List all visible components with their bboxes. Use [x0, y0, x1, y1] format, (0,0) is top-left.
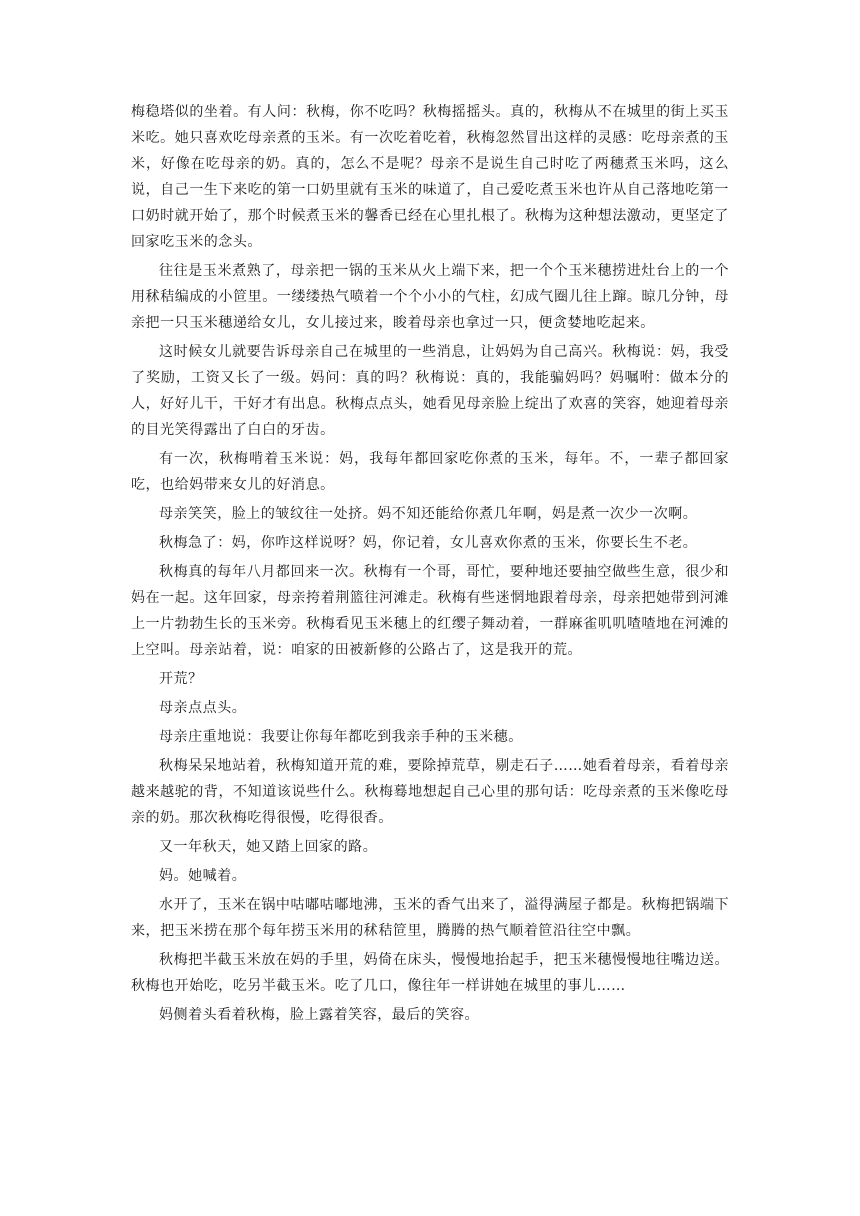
paragraph: 水开了，玉米在锅中咕嘟咕嘟地沸，玉米的香气出来了，溢得满屋子都是。秋梅把锅端下来，把玉米捞在那个每年捞玉米用的秫秸笸里，腾腾的热气顺着笸沿往空中飘。 [131, 897, 729, 939]
paragraph: 开荒？ [159, 671, 203, 687]
paragraph: 这时候女儿就要告诉母亲自己在城里的一些消息，让妈妈为自己高兴。秋梅说：妈，我受了奖励，工资又长了一级。妈问：真的吗？秋梅说：真的，我能骗妈吗？妈嘱咐：做本分的人，好好儿干，干好才有出息。秋梅点点头，她看见母亲脸上绽出了欢喜的笑容，她迎着母亲的目光笑得露出了白白的牙齿。 [131, 344, 729, 438]
paragraph: 往往是玉米煮熟了，母亲把一锅的玉米从火上端下来，把一个个玉米穗捞进灶台上的一个用秫秸编成的小笸里。一缕缕热气喷着一个个小小的气柱，幻成气圈儿往上蹿。晾几分钟，母亲把一只玉米穗递给女儿，女儿接过来，睃着母亲也拿过一只，便贪婪地吃起来。 [131, 263, 729, 331]
paragraph: 秋梅急了：妈，你咋这样说呀？妈，你记着，女儿喜欢你煮的玉米，你要长生不老。 [159, 535, 698, 551]
paragraph: 妈。她喊着。 [159, 868, 247, 884]
paragraph: 秋梅呆呆地站着，秋梅知道开荒的难，要除掉荒草，剔走石子……她看着母亲，看着母亲越来越驼的背，不知道该说些什么。秋梅蓦地想起自己心里的那句话：吃母亲煮的玉米像吃母亲的奶。那次秋梅吃得很慢，吃得很香。 [131, 758, 729, 826]
paragraph: 妈侧着头看着秋梅，脸上露着笑容，最后的笑容。 [159, 1007, 480, 1023]
paragraph: 梅稳塔似的坐着。有人问：秋梅，你不吃吗？秋梅摇摇头。真的，秋梅从不在城里的街上买玉米吃。她只喜欢吃母亲煮的玉米。有一次吃着吃着，秋梅忽然冒出这样的灵感：吃母亲煮的玉米，好像在吃母亲的奶。真的，怎么不是呢？母亲不是说生自己时吃了两穗煮玉米吗，这么说，自己一生下来吃的第一口奶里就有玉米的味道了，自己爱吃煮玉米也许从自己落地吃第一口奶时就开始了，那个时候煮玉米的馨香已经在心里扎根了。秋梅为这种想法激动，更坚定了回家吃玉米的念头。 [131, 104, 729, 250]
paragraph: 又一年秋天，她又踏上回家的路。 [159, 839, 378, 855]
paragraph: 母亲笑笑，脸上的皱纹往一处挤。妈不知还能给你煮几年啊，妈是煮一次少一次啊。 [159, 506, 698, 522]
document-body [131, 99, 729, 1031]
paragraph: 母亲点点头。 [159, 700, 247, 716]
paragraph: 有一次，秋梅啃着玉米说：妈，我每年都回家吃你煮的玉米，每年。不，一辈子都回家吃，也给妈带来女儿的好消息。 [131, 451, 729, 493]
paragraph: 母亲庄重地说：我要让你每年都吃到我亲手种的玉米穗。 [159, 729, 523, 745]
paragraph: 秋梅把半截玉米放在妈的手里，妈倚在床头，慢慢地抬起手，把玉米穗慢慢地往嘴边送。秋梅也开始吃，吃另半截玉米。吃了几口，像往年一样讲她在城里的事儿…… [131, 952, 729, 994]
paragraph: 秋梅真的每年八月都回来一次。秋梅有一个哥，哥忙，要种地还要抽空做些生意，很少和妈在一起。这年回家，母亲挎着荆篮往河滩走。秋梅有些迷惘地跟着母亲，母亲把她带到河滩上一片勃勃生长的玉米旁。秋梅看见玉米穗上的红缨子舞动着，一群麻雀叽叽喳喳地在河滩的上空叫。母亲站着，说：咱家的田被新修的公路占了，这是我开的荒。 [131, 564, 729, 658]
